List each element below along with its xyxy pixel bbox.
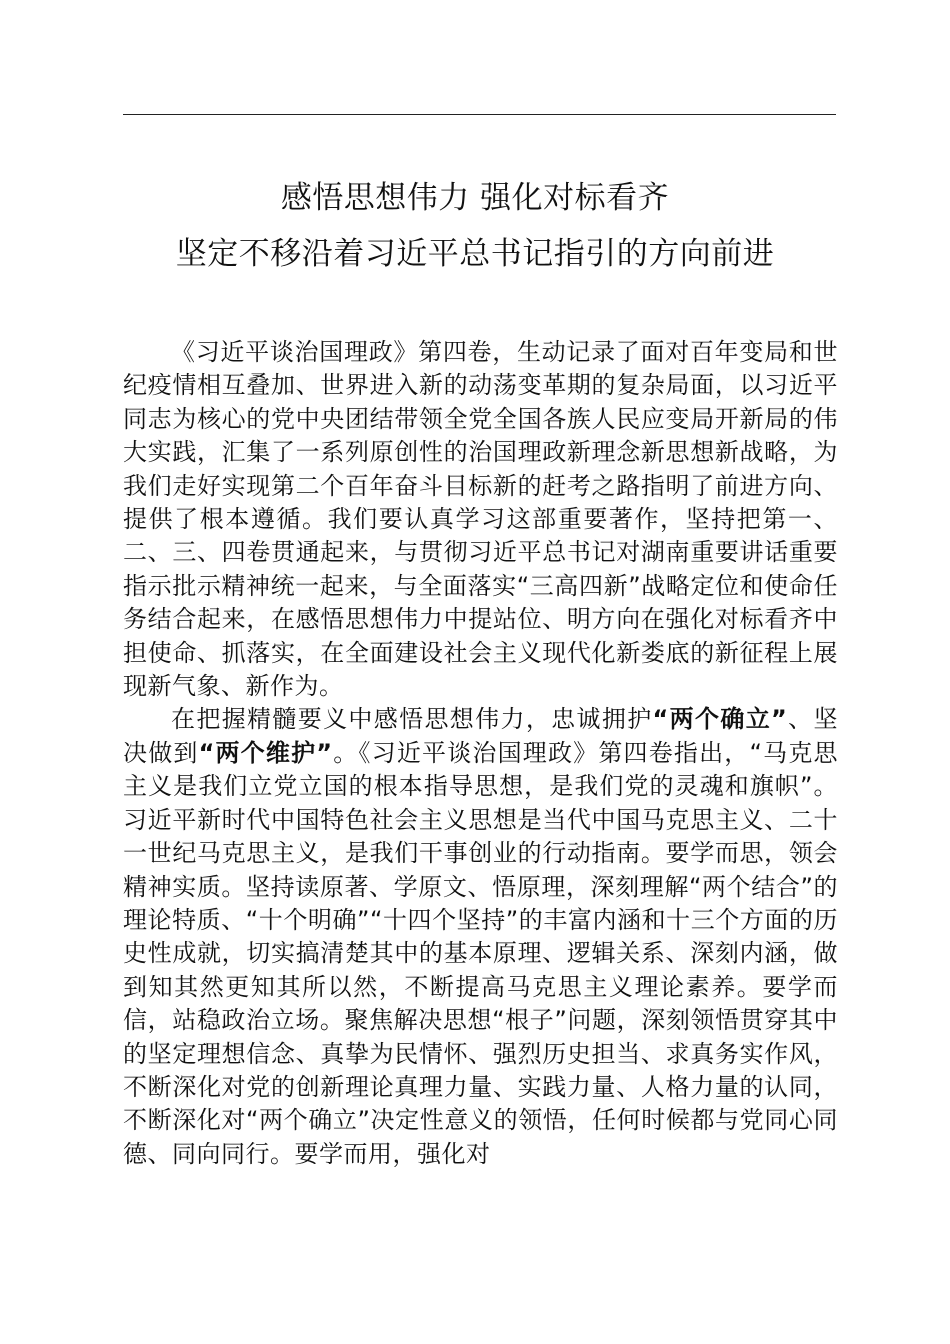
paragraph-2-text-c: 。《习近平谈治国理政》第四卷指出，“马克思主义是我们立党立国的根本指导思想，是我们党的灵魂和旗帜”。习近平新时代中国特色社会主义思想是当代中国马克思主义、二十一世纪马克思主义，是我们干事创业的行动指南。要学而思，领会精神实质。坚持读原著、学原文、悟原理，深刻理解“两个结合”的理论特质、“十个明确”“十四个坚持”的丰富内涵和十三个方面的历史性成就，切实搞清楚其中的基本原理、逻辑关系、深刻内涵，做到知其然更知其所以然，不断提高马克思主义理论素养。要学而信，站稳政治立场。聚焦解决思想“根子”问题，深刻领悟贯穿其中的坚定理想信念、真挚为民情怀、强烈历史担当、求真务实作风，不断深化对党的创新理论真理力量、实践力量、人格力量的认同，不断深化对“两个确立”决定性意义的领悟，任何时候都与党同心同德、同向同行。要学而用，强化对 [123,738,839,1168]
paragraph-2 [123,703,838,1171]
title-line-2: 坚定不移沿着习近平总书记指引的方向前进 [175,236,775,272]
emphasis-two-safeguards: “两个维护” [198,738,333,767]
paragraph-2-text-a: 在把握精髓要义中感悟思想伟力，忠诚拥护 [171,705,653,734]
paragraph-2-text-b: 、坚决做到 [123,705,839,767]
title-line-1: 感悟思想伟力 强化对标看齐 [280,180,670,216]
header-rule [123,114,836,115]
document-title [0,170,950,282]
emphasis-two-establishes: “两个确立” [652,705,788,734]
document-body [123,336,838,1171]
paragraph-1: 《习近平谈治国理政》第四卷，生动记录了面对百年变局和世纪疫情相互叠加、世界进入新的动荡变革期的复杂局面，以习近平同志为核心的党中央团结带领全党全国各族人民应变局开新局的伟大实践，汇集了一系列原创性的治国理政新理念新思想新战略，为我们走好实现第二个百年奋斗目标新的赶考之路指明了前进方向、提供了根本遵循。我们要认真学习这部重要著作，坚持把第一、二、三、四卷贯通起来，与贯彻习近平总书记对湖南重要讲话重要指示批示精神统一起来，与全面落实“三高四新”战略定位和使命任务结合起来，在感悟思想伟力中提站位、明方向在强化对标看齐中担使命、抓落实，在全面建设社会主义现代化新娄底的新征程上展现新气象、新作为。 [123,338,838,701]
